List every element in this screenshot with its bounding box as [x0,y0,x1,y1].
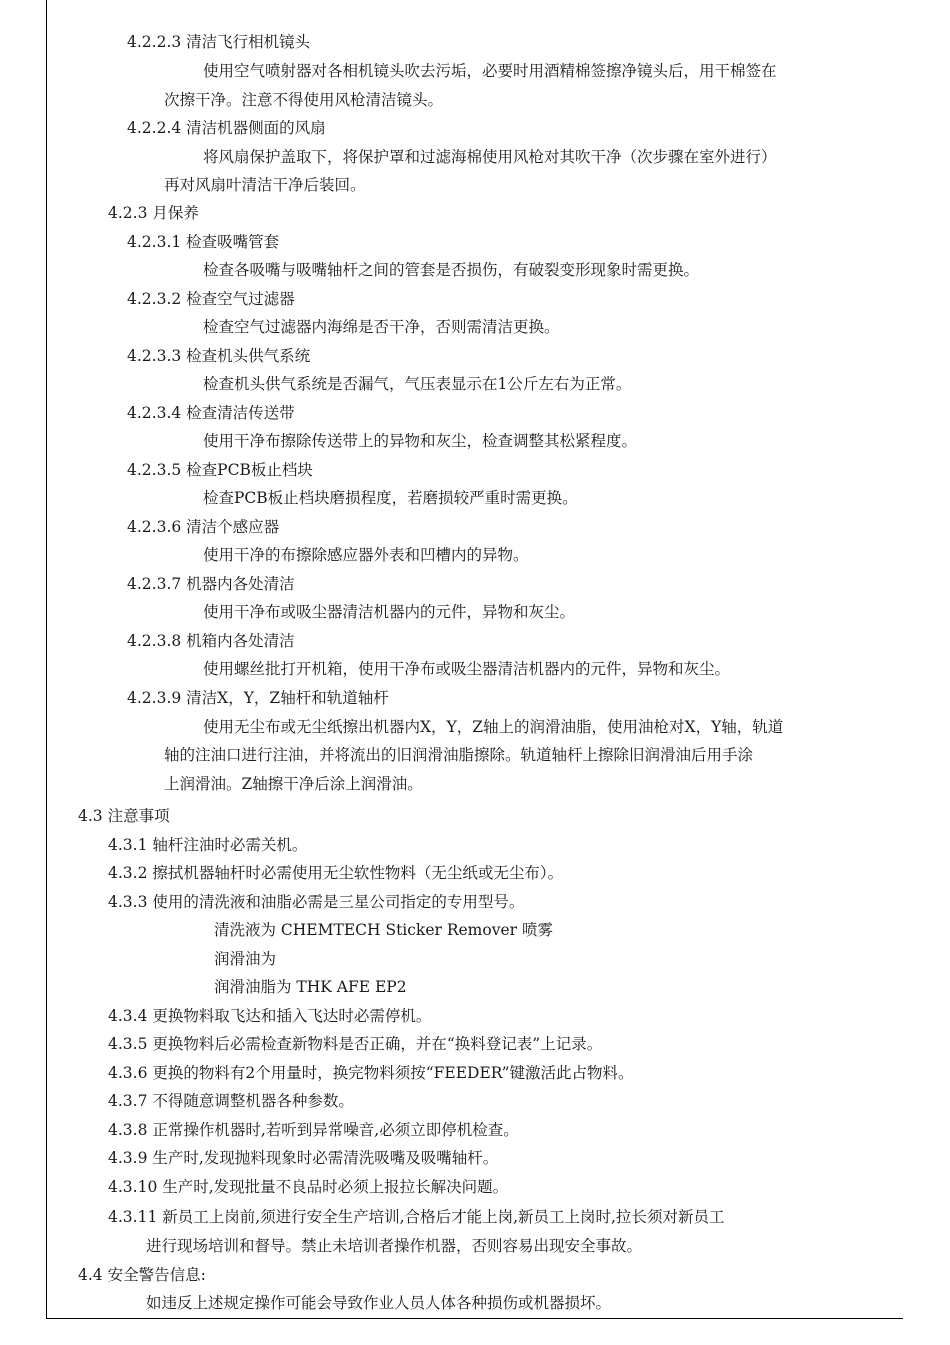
body-text: 如违反上述规定操作可能会导致作业人员人体各种损伤或机器损坏。 [146,1294,612,1312]
spec-line: 润滑油为 [214,950,277,968]
body-text: 使用空气喷射器对各相机镜头吹去污垢，必要时用酒精棉签擦净镜头后，用干棉签在 [203,62,777,80]
heading-4-2-3-1: 4.2.3.1 检查吸嘴管套 [127,233,280,251]
heading-4-2-3-5: 4.2.3.5 检查PCB板止档块 [127,461,313,479]
body-text: 进行现场培训和督导。禁止未培训者操作机器，否则容易出现安全事故。 [146,1237,643,1255]
item-4-3-4: 4.3.4 更换物料取飞达和插入飞达时必需停机。 [108,1007,432,1025]
heading-4-2-3: 4.2.3 月保养 [108,204,199,222]
heading-4-2-2-3: 4.2.2.3 清洁飞行相机镜头 [127,33,311,51]
body-text: 检查PCB板止档块磨损程度，若磨损较严重时需更换。 [203,489,578,507]
heading-4-2-2-4: 4.2.2.4 清洁机器侧面的风扇 [127,119,326,137]
item-4-3-1: 4.3.1 轴杆注油时必需关机。 [108,836,308,854]
body-text: 使用无尘布或无尘纸擦出机器内X，Y，Z轴上的润滑油脂，使用油枪对X，Y轴，轨道 [203,718,784,736]
spec-line: 润滑油脂为 THK AFE EP2 [214,978,407,996]
body-text: 检查机头供气系统是否漏气，气压表显示在1公斤左右为正常。 [203,375,632,393]
heading-4-2-3-6: 4.2.3.6 清洁个感应器 [127,518,280,536]
heading-4-4: 4.4 安全警告信息: [78,1266,206,1284]
body-text: 使用干净的布擦除感应器外表和凹槽内的异物。 [203,546,529,564]
body-text: 检查各吸嘴与吸嘴轴杆之间的管套是否损伤，有破裂变形现象时需更换。 [203,261,700,279]
item-4-3-3: 4.3.3 使用的清洗液和油脂必需是三星公司指定的专用型号。 [108,893,525,911]
item-4-3-11: 4.3.11 新员工上岗前,须进行安全生产培训,合格后才能上岗,新员工上岗时,拉长须对新员工 [108,1208,725,1226]
heading-4-2-3-9: 4.2.3.9 清洁X，Y，Z轴杆和轨道轴杆 [127,689,389,707]
heading-4-2-3-7: 4.2.3.7 机器内各处清洁 [127,575,295,593]
item-4-3-9: 4.3.9 生产时,发现抛料现象时必需清洗吸嘴及吸嘴轴杆。 [108,1149,499,1167]
spec-line: 清洗液为 CHEMTECH Sticker Remover 喷雾 [214,921,553,939]
heading-4-2-3-8: 4.2.3.8 机箱内各处清洁 [127,632,295,650]
item-4-3-2: 4.3.2 擦拭机器轴杆时必需使用无尘软性物料（无尘纸或无尘布）。 [108,864,564,882]
item-4-3-6: 4.3.6 更换的物料有2个用量时，换完物料须按“FEEDER”键激活此占物料。 [108,1064,634,1082]
item-4-3-10: 4.3.10 生产时,发现批量不良品时必须上报拉长解决问题。 [108,1178,509,1196]
heading-4-2-3-4: 4.2.3.4 检查清洁传送带 [127,404,295,422]
body-text: 使用螺丝批打开机箱，使用干净布或吸尘器清洁机器内的元件，异物和灰尘。 [203,660,731,678]
item-4-3-8: 4.3.8 正常操作机器时,若听到异常噪音,必须立即停机检查。 [108,1121,519,1139]
heading-4-2-3-3: 4.2.3.3 检查机头供气系统 [127,347,311,365]
body-text: 上润滑油。Z轴擦干净后涂上润滑油。 [164,775,423,793]
item-4-3-5: 4.3.5 更换物料后必需检查新物料是否正确，并在“换料登记表”上记录。 [108,1035,603,1053]
body-text: 再对风扇叶清洁干净后装回。 [164,176,366,194]
item-4-3-7: 4.3.7 不得随意调整机器各种参数。 [108,1092,354,1110]
body-text: 轴的注油口进行注油，并将流出的旧润滑油脂擦除。轨道轴杆上擦除旧润滑油后用手涂 [164,746,754,764]
heading-4-3: 4.3 注意事项 [78,807,170,825]
body-text: 使用干净布擦除传送带上的异物和灰尘，检查调整其松紧程度。 [203,432,638,450]
body-text: 使用干净布或吸尘器清洁机器内的元件，异物和灰尘。 [203,603,576,621]
body-text: 次擦干净。注意不得使用风枪清洁镜头。 [164,91,444,109]
body-text: 将风扇保护盖取下，将保护罩和过滤海棉使用风枪对其吹干净（次步骤在室外进行） [203,148,777,166]
body-text: 检查空气过滤器内海绵是否干净，否则需清洁更换。 [203,318,560,336]
heading-4-2-3-2: 4.2.3.2 检查空气过滤器 [127,290,295,308]
